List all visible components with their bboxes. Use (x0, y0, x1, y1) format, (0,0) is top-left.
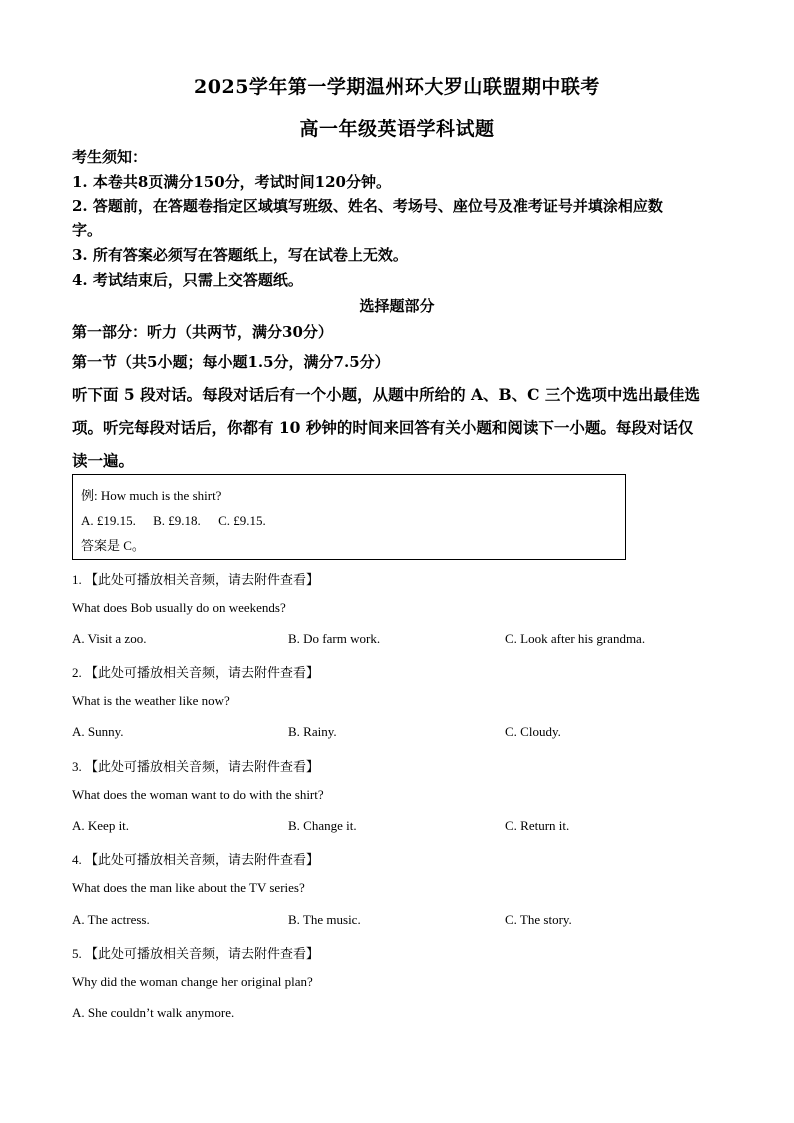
exam-subtitle: 高一年级英语学科试题 (299, 118, 495, 140)
question-1-option-b: B. Do farm work. (288, 631, 381, 646)
question-2-option-a: A. Sunny. (72, 724, 124, 739)
question-3-option-a: A. Keep it. (72, 818, 130, 833)
notice-item-2: 2. 答题前，在答题卷指定区域填写班级、姓名、考场号、座位号及准考证号并填涂相应数 (72, 197, 663, 215)
question-3-option-b: B. Change it. (288, 818, 357, 833)
question-4-option-a: A. The actress. (72, 912, 150, 927)
question-4-option-b: B. The music. (288, 912, 361, 927)
part1-title: 第一部分：听力（共两节，满分30分） (72, 323, 333, 341)
question-2-option-b: B. Rainy. (288, 724, 337, 739)
question-1-option-a: A. Visit a zoo. (72, 631, 147, 646)
question-1-stem: What does Bob usually do on weekends? (72, 600, 286, 615)
question-5-stem: Why did the woman change her original plan? (72, 974, 313, 989)
question-3-audio-link[interactable]: 3. 【此处可播放相关音频，请去附件查看】 (72, 759, 320, 774)
section1-title: 第一节（共5小题；每小题1.5分，满分7.5分） (72, 353, 390, 371)
question-2-stem: What is the weather like now? (72, 693, 230, 708)
question-4-option-c: C. The story. (505, 912, 572, 927)
instruction-line-1: 听下面 5 段对话。每段对话后有一个小题，从题中所给的 A、B、C 三个选项中选出最佳选 (72, 385, 700, 404)
question-5-option-a: A. She couldn’t walk anymore. (72, 1005, 235, 1020)
instruction-line-2: 项。听完每段对话后，你都有 10 秒钟的时间来回答有关小题和阅读下一小题。每段对话仅 (72, 418, 694, 437)
question-4-stem: What does the man like about the TV series? (72, 880, 305, 895)
example-option-a: A. £19.15. (81, 513, 136, 528)
question-4-audio-link[interactable]: 4. 【此处可播放相关音频，请去附件查看】 (72, 852, 320, 867)
question-3-stem: What does the woman want to do with the shirt? (72, 787, 324, 802)
question-1-audio-link[interactable]: 1. 【此处可播放相关音频，请去附件查看】 (72, 572, 320, 587)
listening-instructions (72, 378, 722, 477)
example-option-c: C. £9.15. (218, 513, 266, 528)
part-title: 选择题部分 (359, 297, 435, 315)
question-2-audio-link[interactable]: 2. 【此处可播放相关音频，请去附件查看】 (72, 665, 320, 680)
exam-title: 2025学年第一学期温州环大罗山联盟期中联考 (194, 76, 600, 98)
example-box (72, 474, 626, 560)
notice-heading: 考生须知： (72, 148, 148, 166)
example-option-b: B. £9.18. (153, 513, 201, 528)
instruction-line-3: 读一遍。 (72, 451, 135, 470)
example-answer: 答案是 C。 (81, 538, 145, 553)
question-5-audio-link[interactable]: 5. 【此处可播放相关音频，请去附件查看】 (72, 946, 320, 961)
notice-item-1: 1. 本卷共8页满分150分，考试时间120分钟。 (72, 173, 391, 191)
example-options (81, 508, 617, 533)
question-1-option-c: C. Look after his grandma. (505, 631, 646, 646)
example-question: 例: How much is the shirt? (81, 488, 222, 503)
question-2-option-c: C. Cloudy. (505, 724, 561, 739)
notice-item-4: 4. 考试结束后，只需上交答题纸。 (72, 271, 303, 289)
notice-item-3: 3. 所有答案必须写在答题纸上，写在试卷上无效。 (72, 246, 408, 264)
notice-item-2-cont: 字。 (72, 221, 103, 239)
question-3-option-c: C. Return it. (505, 818, 570, 833)
